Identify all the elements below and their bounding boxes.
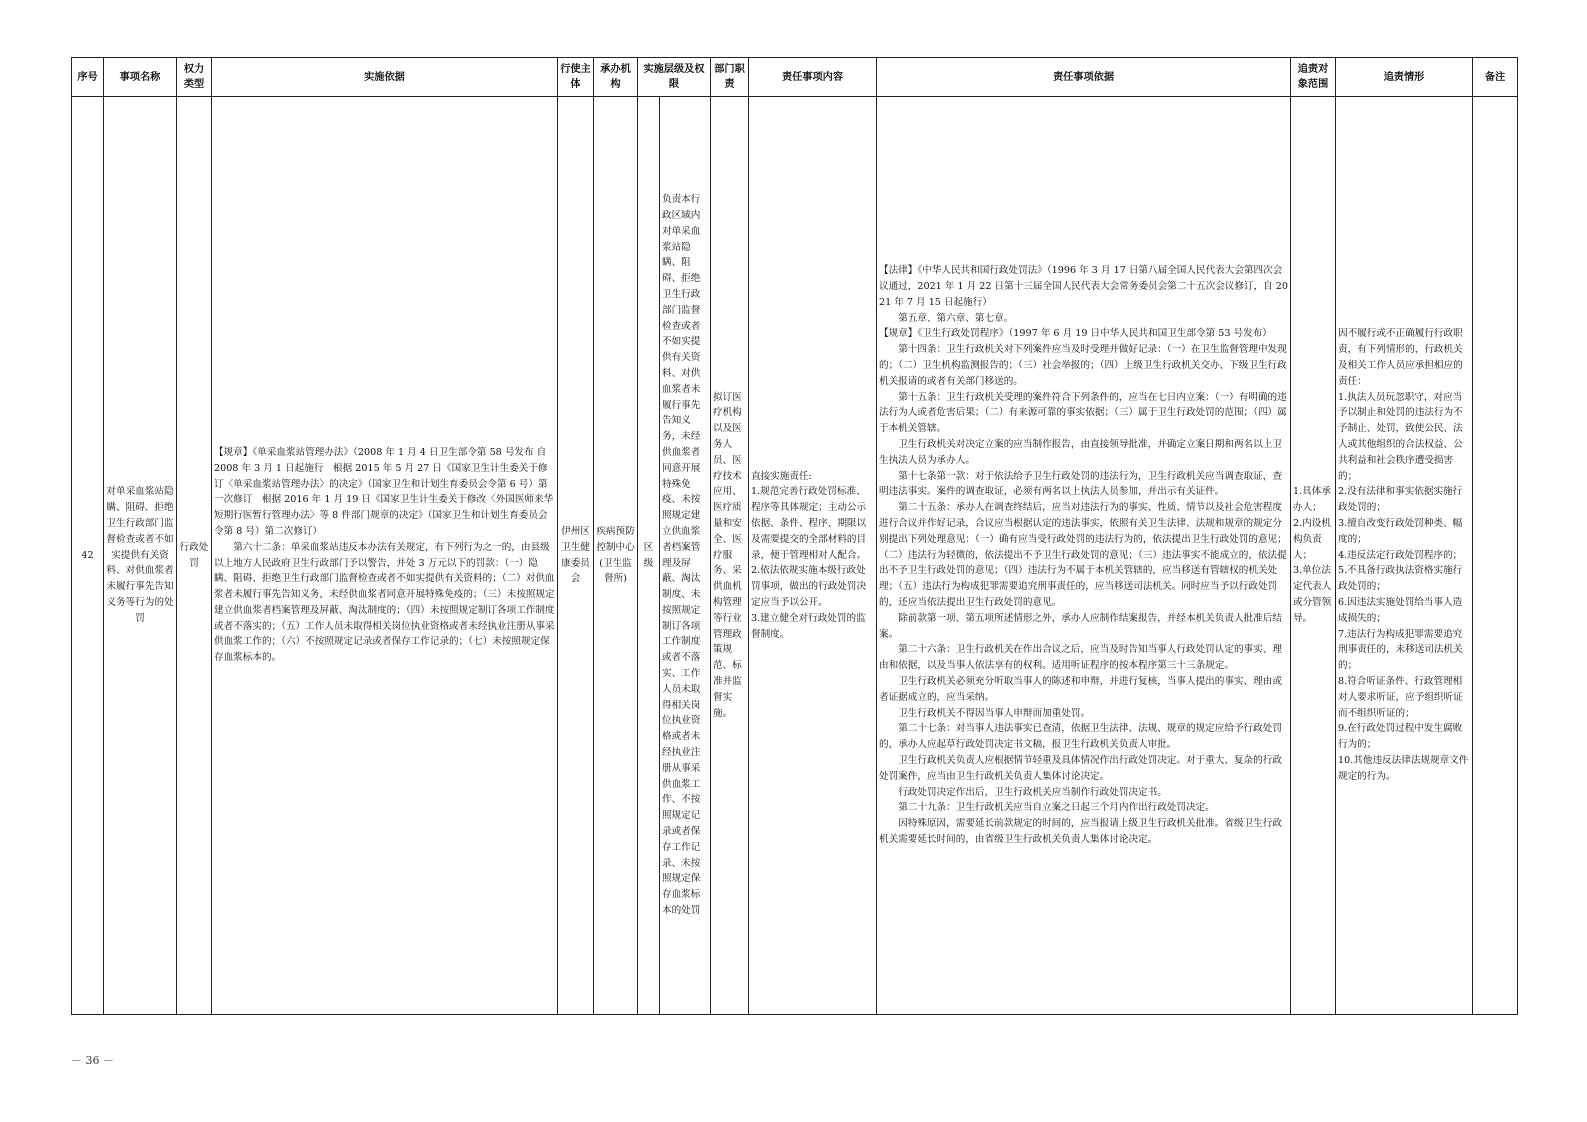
table-row: [72, 97, 1518, 1015]
header-basis: 实施依据: [212, 58, 558, 97]
cell-resp-content: [749, 97, 877, 1015]
header-remark: 备注: [1473, 58, 1518, 97]
basis-paragraph: 【规章】《单采血浆站管理办法》（2008 年 1 月 4 日卫生部令第 58 号发布 自 2008 年 3 月 1 日起施行 根据 2015 年 5 月 27 日《国家卫生计生委关于修订〈单采血浆站管理办法〉的决定》（国家卫生和计划生育委员会令第 6 号）第一次修订 根据 2016 年 1 月 19 日《国家卫生计生委关于修改〈外国医师来华短期行医暂行管理办法〉等 8 件部门规章的决定》（国家卫生和计划生育委员会令第 8 号）第二次修订）: [214, 446, 554, 537]
scope-item: 1.具体承办人；: [1293, 486, 1331, 514]
cell-scope: [1291, 97, 1336, 1015]
header-agency: 承办机构: [594, 58, 638, 97]
cell-level-authority: 负责本行政区域内对单采血浆站隐瞒、阻碍、拒绝卫生行政部门监督检查或者不如实提供有关资料、对供血浆者未履行事先告知义务，未经供血浆者同意开展特殊免疫、未按照规定建立供血浆者档案管理及屏蔽、淘汰制度、未按照规定制订各项工作制度或者不落实、工作人员未取得相关岗位执业资格或者未经执业注册从事采供血浆工作、不按照规定记录或者保存工作记录、未按照规定保存血浆标本的处罚: [660, 97, 711, 1015]
cell-seq: 42: [72, 97, 104, 1015]
resp-basis-paragraph: 第十四条：卫生行政机关对下列案件应当及时受理并做好记录：（一）在卫生监督管理中发现的；（二）卫生机构监测报告的；（三）社会举报的；（四）上级卫生行政机关交办、下级卫生行政机关报请的或者有关部门移送的。: [879, 344, 1287, 387]
header-resp-content: 责任事项内容: [749, 58, 877, 97]
circumstance-item: 7.违法行为构成犯罪需要追究刑事责任的，未移送司法机关的；: [1338, 628, 1463, 672]
resp-basis-paragraph: 第二十五条：承办人在调查终结后，应当对违法行为的事实、性质、情节以及社会危害程度进行合议并作好记录，合议应当根据认定的违法事实，依照有关卫生法律、法规和规章的规定分别提出下列处理意见：（一）确有应当受行政处罚的违法行为的，依法提出卫生行政处罚的意见；（二）违法行为轻微的，依法提出不予卫生行政处罚的意见；（三）违法事实不能成立的，依法提出不予卫生行政处罚的意见；（四）违法行为不属于本机关管辖的，应当移送有管辖权的机关处理；（五）违法行为构成犯罪需要追究刑事责任的，应当移送司法机关。同时应当予以行政处罚的，还应当依法提出卫生行政处罚的意见。: [879, 502, 1287, 608]
circumstance-item: 9.在行政处罚过程中发生腐败行为的；: [1338, 723, 1463, 751]
resp-basis-paragraph: 第二十六条：卫生行政机关在作出合议之后，应当及时告知当事人行政处罚认定的事实、理由和依据，以及当事人依法享有的权利。适用听证程序的按本程序第三十三条规定。: [879, 644, 1282, 672]
circumstance-item: 10.其他违反法律法规规章文件规定的行为。: [1338, 754, 1469, 782]
resp-content-item: 直接实施责任:: [751, 470, 812, 482]
resp-basis-paragraph: 第十五条：卫生行政机关受理的案件符合下列条件的，应当在七日内立案：（一）有明确的违法行为人或者危害后果；（二）有来源可靠的事实依据；（三）属于卫生行政处罚的范围；（四）属于本机关管辖。: [879, 391, 1287, 435]
cell-power-type: 行政处罚: [177, 97, 212, 1015]
cell-name: 对单采血浆站隐瞒、阻碍、拒绝卫生行政部门监督检查或者不如实提供有关资料、对供血浆者未履行事先告知义务等行为的处罚: [104, 97, 177, 1015]
responsibility-table: [71, 57, 1518, 1015]
cell-remark: [1473, 97, 1518, 1015]
page-number: － 36 －: [71, 1054, 114, 1067]
resp-basis-paragraph: 第十七条第一款：对于依法给予卫生行政处罚的违法行为，卫生行政机关应当调查取证，查明违法事实。案件的调查取证，必须有两名以上执法人员参加，并出示有关证件。: [879, 470, 1282, 498]
cell-basis: [212, 97, 558, 1015]
circumstance-item: 因不履行或不正确履行行政职责，有下列情形的，行政机关及相关工作人员应承担相应的责任：: [1338, 328, 1463, 387]
header-seq: 序号: [72, 58, 104, 97]
resp-basis-paragraph: 因特殊原因，需要延长前款规定的时间的，应当报请上级卫生行政机关批准。省级卫生行政机关需要延长时间的，由省级卫生行政机关负责人集体讨论决定。: [879, 818, 1282, 845]
header-circumstances: 追责情形: [1336, 58, 1473, 97]
circumstance-item: 6.因违法实施处罚给当事人造成损失的；: [1338, 596, 1463, 624]
circumstance-item: 8.符合听证条件、行政管理相对人要求听证，应予组织听证而不组织听证的；: [1338, 675, 1463, 719]
resp-basis-paragraph: 卫生行政机关负责人应根据情节轻重及具体情况作出行政处罚决定。对于重大、复杂的行政处罚案件，应当由卫生行政机关负责人集体讨论决定。: [879, 754, 1282, 782]
resp-basis-paragraph: 行政处罚决定作出后，卫生行政机关应当制作行政处罚决定书。: [898, 786, 1167, 798]
resp-basis-paragraph: 第五章、第六章、第七章。: [898, 312, 1014, 324]
resp-basis-paragraph: 【规章】《卫生行政处罚程序》（1997 年 6 月 19 日中华人民共和国卫生部令第 53 号发布）: [879, 328, 1272, 340]
cell-subject: 伊州区卫生健康委员会: [558, 97, 594, 1015]
header-row: [72, 58, 1518, 97]
header-resp-basis: 责任事项依据: [877, 58, 1291, 97]
cell-level: 区级: [638, 97, 660, 1015]
resp-content-item: 1.规范完善行政处罚标准、程序等具体规定；主动公示依据、条件、程序、期限以及需要提交的全部材料的目录，便于管理相对人配合。: [751, 486, 867, 561]
resp-basis-paragraph: 卫生行政机关不得因当事人申辩而加重处罚。: [898, 707, 1091, 719]
header-subject: 行使主体: [558, 58, 594, 97]
header-name: 事项名称: [104, 58, 177, 97]
resp-basis-paragraph: 【法律】《中华人民共和国行政处罚法》（1996 年 3 月 17 日第八届全国人民代表大会第四次会议通过，2021 年 1 月 22 日第十三届全国人民代表大会常务委员会第二十五次会议修订，自 2021 年 7 月 15 日起施行）: [879, 265, 1289, 308]
header-level: 实施层级及权限: [638, 58, 711, 97]
cell-resp-basis: [877, 97, 1291, 1015]
circumstance-item: 2.没有法律和事实依据实施行政处罚的；: [1338, 486, 1463, 514]
cell-agency: 疾病预防控制中心(卫生监督所): [594, 97, 638, 1015]
circumstance-item: 4.违反法定行政处罚程序的；: [1338, 549, 1463, 561]
cell-circumstances: [1336, 97, 1473, 1015]
resp-basis-paragraph: 第二十七条：对当事人违法事实已查清，依据卫生法律、法规、规章的规定应给予行政处罚的，承办人应起草行政处罚决定书文稿，报卫生行政机关负责人审批。: [879, 723, 1282, 751]
resp-basis-paragraph: 除前款第一项、第五项所述情形之外，承办人应制作结案报告，并经本机关负责人批准后结案。: [879, 612, 1282, 640]
resp-content-item: 3.建立健全对行政处罚的监督制度。: [751, 612, 866, 640]
circumstance-item: 3.擅自改变行政处罚种类、幅度的；: [1338, 518, 1463, 545]
resp-basis-paragraph: 第二十九条：卫生行政机关应当自立案之日起三个月内作出行政处罚决定。: [898, 802, 1215, 814]
resp-basis-paragraph: 卫生行政机关必须充分听取当事人的陈述和申辩，并进行复核，当事人提出的事实、理由或者证据成立的，应当采纳。: [879, 675, 1282, 703]
resp-content-item: 2.依法依规实施本级行政处罚事项，做出的行政处罚决定应当予以公开。: [751, 565, 867, 608]
circumstance-item: 5.不具备行政执法资格实施行政处罚的；: [1338, 565, 1463, 593]
header-power-type: 权力类型: [177, 58, 212, 97]
resp-basis-paragraph: 卫生行政机关对决定立案的应当制作报告，由直接领导批准，并确定立案日期和两名以上卫生执法人员为承办人。: [879, 439, 1282, 466]
scope-item: 3.单位法定代表人或分管领导。: [1293, 565, 1332, 624]
scope-item: 2.内设机构负责人；: [1293, 518, 1331, 561]
circumstance-item: 1.执法人员玩忽职守，对应当予以制止和处罚的违法行为不予制止、处罚，致使公民、法人或其他组织的合法权益、公共利益和社会秩序遭受损害的；: [1338, 391, 1463, 482]
header-dept-duty: 部门职责: [711, 58, 749, 97]
header-scope: 追责对象范围: [1291, 58, 1336, 97]
basis-paragraph: 第六十二条：单采血浆站违反本办法有关规定，有下列行为之一的，由县级以上地方人民政府卫生行政部门予以警告，并处 3 万元以下的罚款：（一）隐瞒、阻碍、拒绝卫生行政部门监督检查或者不如实提供有关资料的；（二）对供血浆者未履行事先告知义务，未经供血浆者同意开展特殊免疫的；（三）未按照规定建立供血浆者档案管理及屏蔽、淘汰制度的；（四）未按照规定制订各项工作制度或者不落实的；（五）工作人员未取得相关岗位执业资格或者未经执业注册从事采供血浆工作的；（六）不按照规定记录或者保存工作记录的；（七）未按照规定保存血浆标本的。: [214, 541, 555, 664]
cell-dept-duty: 拟订医疗机构以及医务人员、医疗技术应用、医疗质量和安全、医疗服务、采供血机构管理等行业管理政策规范、标准并监督实施。: [711, 97, 749, 1015]
